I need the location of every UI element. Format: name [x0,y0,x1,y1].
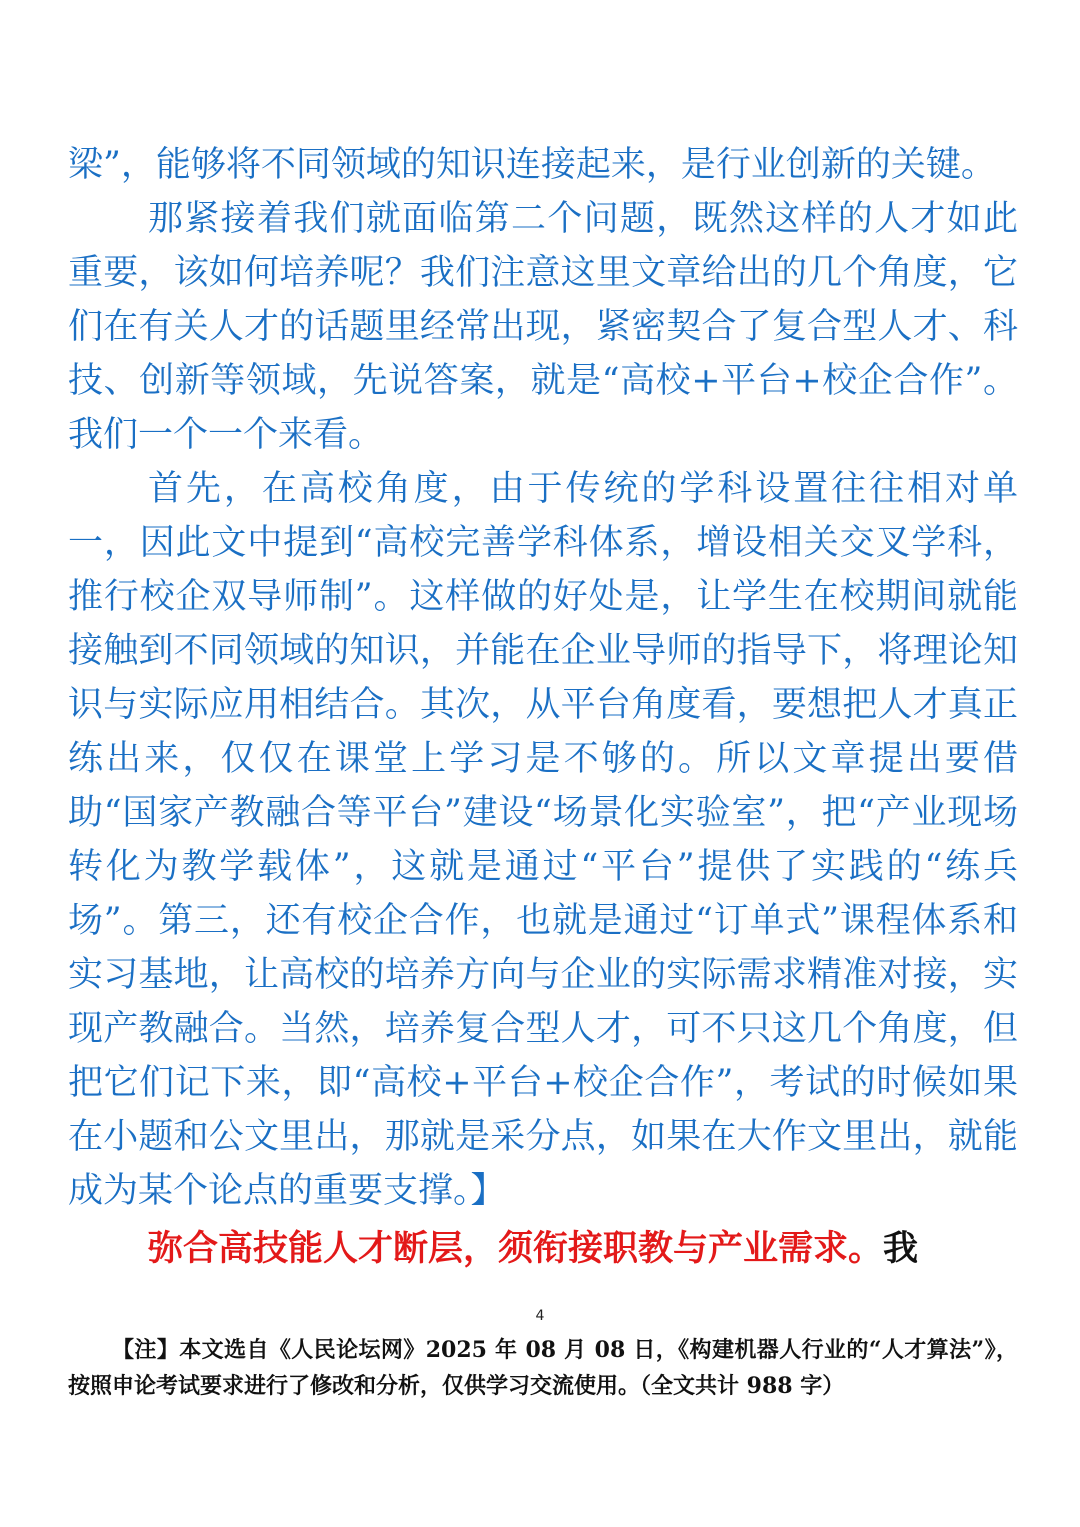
analysis-paragraph-answer: 首先，在高校角度，由于传统的学科设置往往相对单一，因此文中提到“高校完善学科体系，增设相关交叉学科，推行校企双导师制”。这样做的好处是，让学生在校期间就能接触到不同领域的知识，并能在企业导师的指导下，将理论知识与实际应用相结合。其次，从平台角度看，要想把人才真正练出来，仅仅在课堂上学习是不够的。所以文章提出要借助“国家产教融合等平台”建设“场景化实验室”，把“产业现场转化为教学载体”，这就是通过“平台”提供了实践的“练兵场”。第三，还有校企合作，也就是通过“订单式”课程体系和实习基地，让高校的培养方向与企业的实际需求精准对接，实现产教融合。当然，培养复合型人才，可不只这几个角度，但把它们记下来，即“高校+平台+校企合作”，考试的时候如果在小题和公文里出，那就是采分点，如果在大作文里出，就能成为某个论点的重要支撑。】 [68,469,1018,1211]
highlight-sentence: 弥合高技能人才断层，须衔接职教与产业需求。 [148,1228,884,1269]
analysis-paragraph-question: 那紧接着我们就面临第二个问题，既然这样的人才如此重要，该如何培养呢？我们注意这里文章给出的几个角度，它们在有关人才的话题里经常出现，紧密契合了复合型人才、科技、创新等领域，先说答案，就是“高校+平台+校企合作”。我们一个一个来看。 [68,199,1018,455]
analysis-text-block [68,138,1018,1276]
page-number: 4 [535,1308,545,1324]
highlight-paragraph-start [68,1222,1018,1276]
source-footnote: 【注】本文选自《人民论坛网》2025 年 08 月 08 日，《构建机器人行业的“人才算法”》，按照申论考试要求进行了修改和分析，仅供学习交流使用。（全文共计 988 字） [68,1337,1018,1399]
highlight-tail-text: 我 [883,1228,919,1269]
analysis-paragraph-continued: 梁”，能够将不同领域的知识连接起来，是行业创新的关键。 [68,145,996,185]
